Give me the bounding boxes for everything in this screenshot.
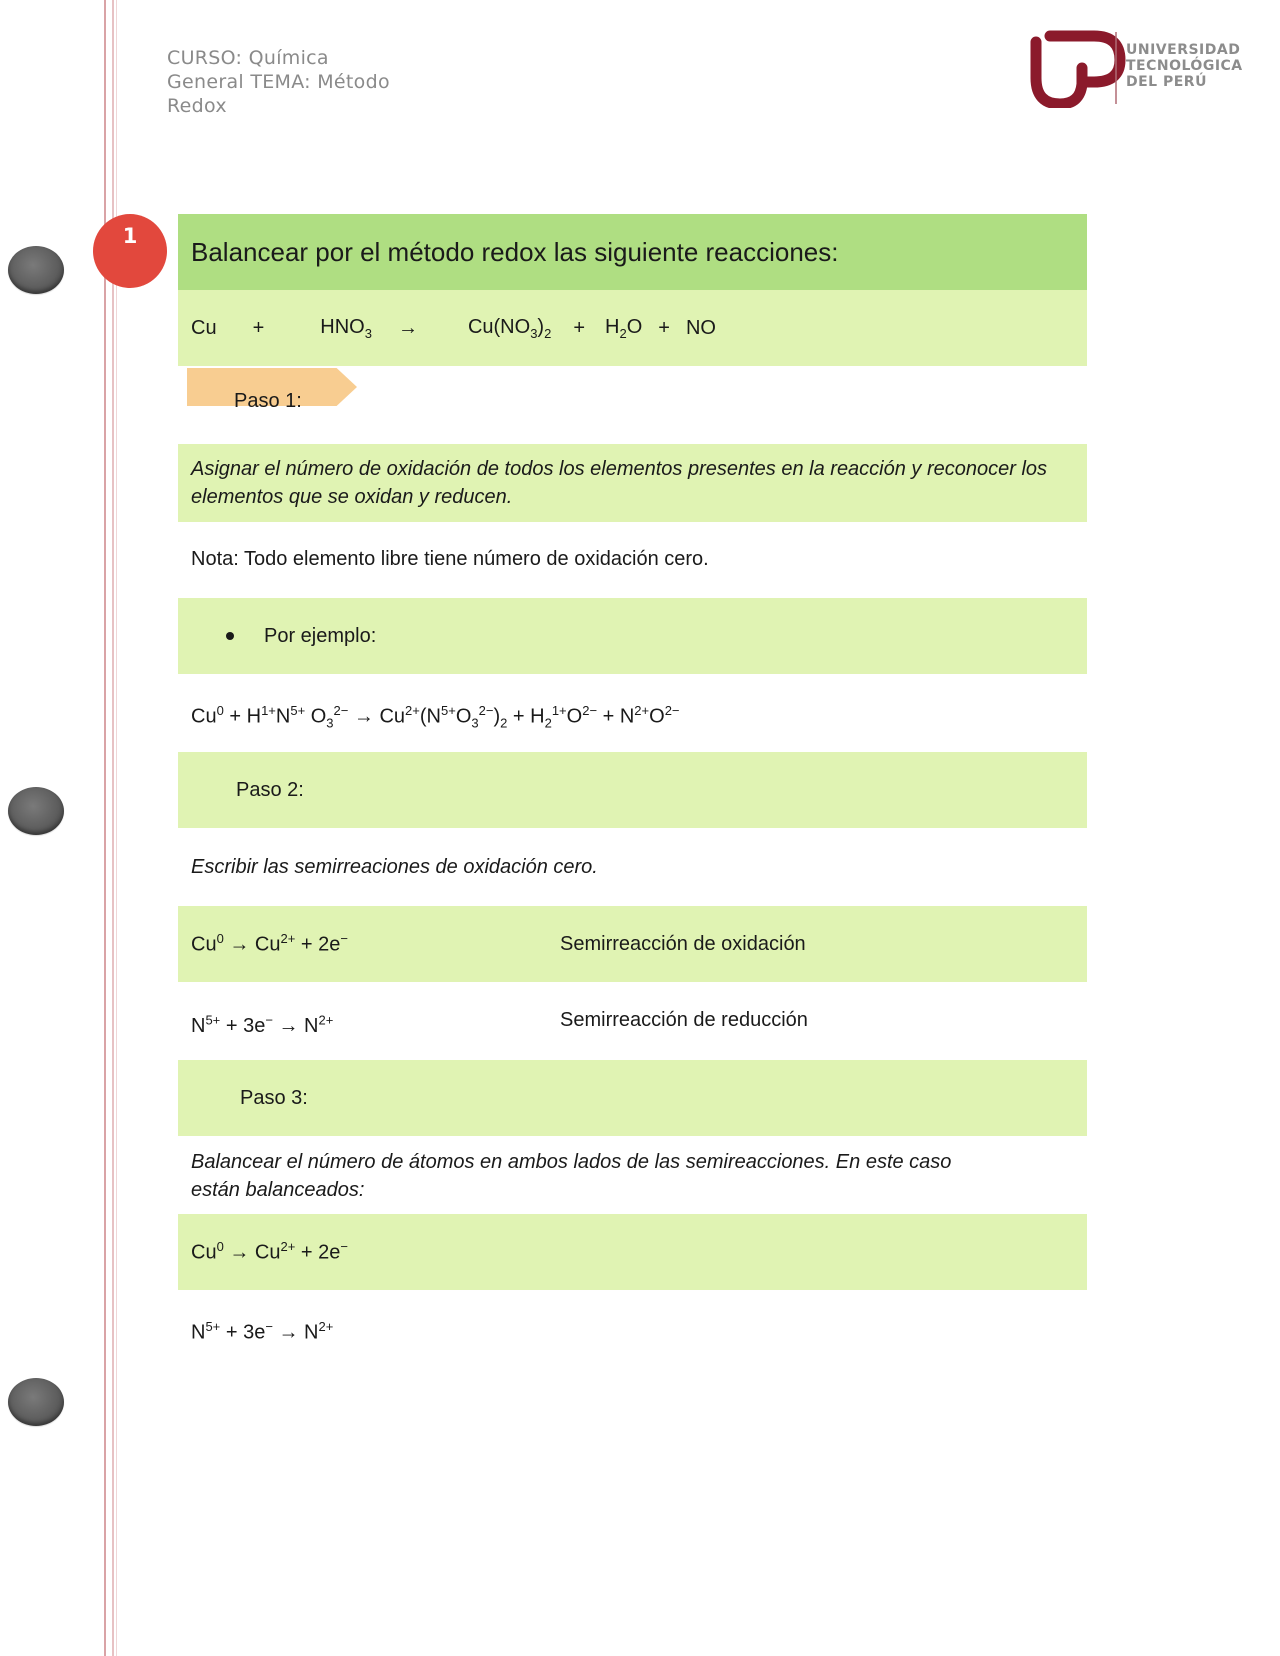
balanced-reduction: $N^{5+} + 3e^- \to N^{2+}$ [191, 1319, 334, 1344]
step-2-label: Paso 2: [236, 778, 304, 801]
logo-text [1126, 42, 1243, 90]
oxidation-half-reaction-row [178, 906, 1087, 982]
note-text: Nota: Todo elemento libre tiene número de oxidación cero. [191, 548, 709, 570]
reaction-arrow: → [397, 316, 418, 339]
oxidation-numbers-equation: $Cu^0 + H^{1+}N^{5+}$ $O_3^{2-} \to Cu^{2+}(N^{5+}O_3^{2-})_2 + H_2^{1+}O^{2-} + N^{2+}O^{2-}$ [191, 703, 680, 731]
course-line: Redox [167, 95, 227, 117]
step-3-instruction [178, 1148, 1087, 1204]
reduction-half-reaction: $N^{5+} + 3e^- \to N^{2+}$ [191, 1012, 334, 1037]
binder-hole [8, 246, 64, 294]
reaction-equation [178, 290, 1087, 366]
step-1-label: Paso 1: [234, 390, 302, 412]
reactant-cu: Cu [191, 316, 217, 339]
logo-line: TECNOLÓGICA [1126, 58, 1243, 74]
reactant-hno3: $HNO_3$ [320, 315, 372, 341]
plus-sign: + [573, 316, 586, 339]
instruction-line: Balancear el número de átomos en ambos lados de las semireacciones. En este caso [191, 1151, 952, 1173]
instruction-line: están balanceados: [191, 1179, 365, 1201]
step-2-band [178, 752, 1087, 828]
reduction-half-reaction-row [178, 1006, 1087, 1040]
step-3-band [178, 1060, 1087, 1136]
example-band [178, 598, 1087, 674]
bullet-icon [226, 632, 234, 640]
course-line: CURSO: Química [167, 47, 329, 69]
step-1-instruction [178, 444, 1087, 522]
product-h2o: $H_2O$ [605, 315, 643, 341]
balanced-oxidation: $Cu^0 \to Cu^{2+} + 2e^-$ [191, 1239, 348, 1264]
step-3-label: Paso 3: [240, 1086, 308, 1109]
exercise-number-badge: 1 [93, 214, 167, 288]
product-no: NO [685, 316, 716, 339]
logo-line: UNIVERSIDAD [1126, 42, 1241, 58]
product-cuno32: $Cu(NO_3)_2$ [467, 315, 552, 341]
logo-line: DEL PERÚ [1126, 74, 1207, 90]
oxidation-label: Semirreacción de oxidación [560, 932, 806, 955]
oxidation-half-reaction: $Cu^0 \to Cu^{2+} + 2e^-$ [191, 931, 348, 956]
example-label: Por ejemplo: [264, 624, 377, 647]
reduction-label: Semirreacción de reducción [560, 1009, 808, 1031]
balanced-oxidation-row [178, 1214, 1087, 1290]
course-line: General TEMA: Método [167, 71, 390, 93]
exercise-title [178, 214, 1087, 290]
binder-hole [8, 787, 64, 835]
course-header [167, 46, 427, 118]
binder-hole [8, 1378, 64, 1426]
instruction-text: Asignar el número de oxidación de todos los elementos presentes en la reacción y reconocer los elementos que se oxidan y reducen. [191, 458, 1048, 508]
plus-sign: + [252, 316, 265, 339]
step-2-instruction: Escribir las semirreaciones de oxidación cero. [191, 856, 598, 878]
plus-sign: + [658, 316, 670, 339]
title-text: Balancear por el método redox las siguiente reacciones: [191, 236, 839, 267]
